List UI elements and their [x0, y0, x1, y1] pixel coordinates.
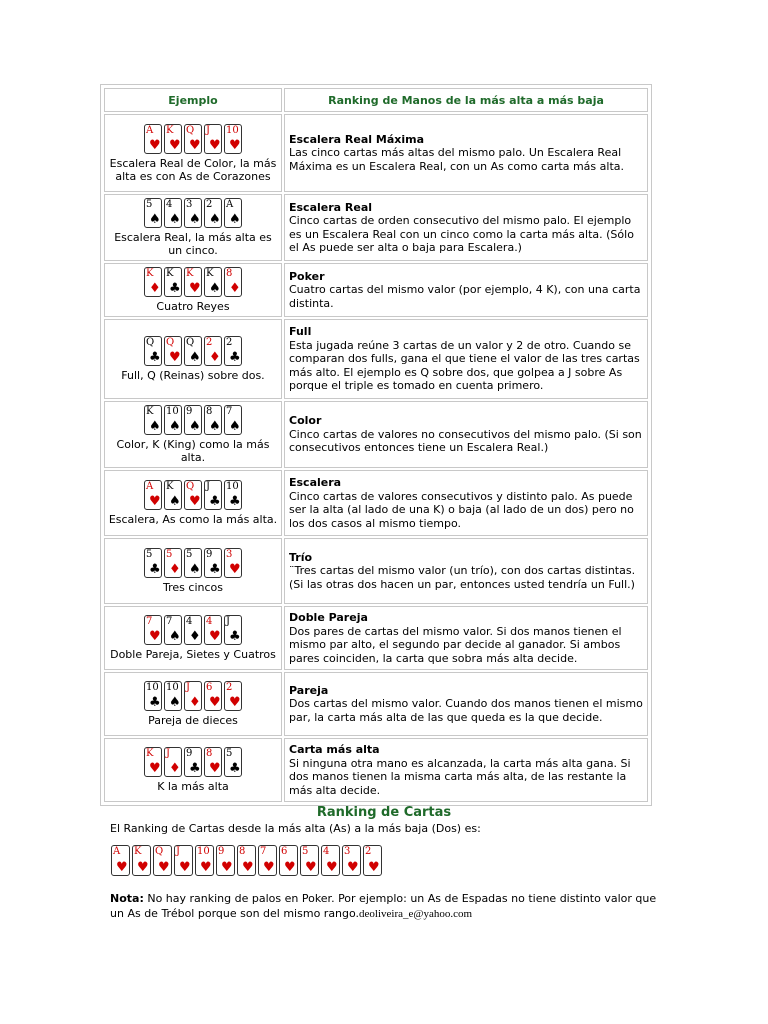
- suit-icon: ♥: [229, 137, 241, 153]
- card-rank: Q: [186, 481, 195, 492]
- card-group: [144, 405, 242, 435]
- playing-card: [144, 405, 162, 435]
- suit-icon: ♠: [169, 494, 181, 509]
- playing-card: [224, 548, 242, 578]
- suit-icon: ♠: [189, 212, 201, 227]
- example-cell: [104, 114, 282, 192]
- card-group: [144, 267, 242, 297]
- suit-icon: ♠: [209, 281, 221, 296]
- suit-icon: ♠: [189, 562, 201, 577]
- playing-card: [184, 681, 202, 711]
- card-rank: 2: [226, 682, 233, 693]
- playing-card: [144, 548, 162, 578]
- suit-icon: ♦: [189, 695, 201, 710]
- heart-icon: ♥: [200, 860, 212, 875]
- suit-icon: ♠: [169, 419, 181, 434]
- card-rank: 3: [226, 549, 233, 560]
- card-rank: 10: [166, 406, 179, 417]
- suit-icon: ♠: [209, 212, 221, 227]
- card-rank: 8: [226, 268, 233, 279]
- card-rank: J: [186, 682, 191, 693]
- suit-icon: ♥: [189, 281, 201, 296]
- table-row: [104, 114, 648, 192]
- suit-icon: ♦: [169, 761, 181, 776]
- description-cell: [284, 114, 648, 192]
- card-rank: 10: [226, 481, 239, 492]
- playing-card: [204, 336, 222, 366]
- suit-icon: ♦: [169, 562, 181, 577]
- suit-icon: ♠: [169, 695, 181, 710]
- note-label: Nota:: [110, 892, 144, 905]
- playing-card: [216, 845, 235, 876]
- example-caption: Tres cincos: [163, 581, 223, 594]
- playing-card: [144, 124, 162, 154]
- suit-icon: ♣: [149, 350, 161, 365]
- hand-title: Escalera: [289, 476, 342, 489]
- suit-icon: ♠: [149, 212, 161, 227]
- hand-description: ¨Tres cartas del mismo valor (un trío), con dos cartas distintas. (Si las otras dos hacen un par, entonces usted tendría un Full.): [289, 564, 636, 591]
- card-rank: 5: [166, 549, 173, 560]
- playing-card: [237, 845, 256, 876]
- suit-icon: ♠: [189, 419, 201, 434]
- card-rank: K: [146, 406, 154, 417]
- playing-card: [164, 405, 182, 435]
- card-rank: 5: [302, 846, 309, 857]
- hand-description: Cinco cartas de valores no consecutivos del mismo palo. (Si son consecutivos entonces tiene un Escalera Real.): [289, 427, 642, 455]
- description-cell: [284, 606, 648, 670]
- suit-icon: ♠: [149, 419, 161, 434]
- example-caption: Escalera, As como la más alta.: [108, 513, 278, 526]
- example-cell: [104, 538, 282, 604]
- playing-card: [164, 198, 182, 228]
- suit-icon: ♥: [169, 137, 181, 153]
- playing-card: [204, 267, 222, 297]
- header-ranking: Ranking de Manos de la más alta a más baja: [284, 88, 648, 112]
- card-rank: A: [146, 481, 154, 492]
- card-rank: 9: [206, 549, 213, 560]
- suit-icon: ♣: [209, 562, 221, 577]
- table-row: [104, 319, 648, 399]
- hand-description: Dos pares de cartas del mismo valor. Si dos manos tienen el mismo par alto, el segundo par decide al ganador. Si ambos pares coinciden, la carta que sobra más alta decide.: [289, 624, 622, 665]
- suit-icon: ♣: [229, 350, 241, 365]
- card-rank: 4: [206, 616, 213, 627]
- playing-card: [164, 615, 182, 645]
- suit-icon: ♥: [209, 695, 221, 710]
- heart-icon: ♥: [326, 860, 338, 875]
- playing-card: [184, 480, 202, 510]
- card-rank: K: [166, 268, 174, 279]
- example-caption: Escalera Real de Color, la más alta es con As de Corazones: [109, 156, 277, 183]
- playing-card: [204, 480, 222, 510]
- card-rank: A: [226, 199, 234, 210]
- heart-icon: ♥: [242, 860, 254, 875]
- heart-icon: ♥: [263, 860, 275, 875]
- hand-description: Cuatro cartas del mismo valor (por ejemplo, 4 K), con una carta distinta.: [289, 283, 641, 310]
- card-rank: A: [113, 846, 121, 857]
- hand-title: Trío: [289, 550, 313, 564]
- card-rank: 7: [166, 616, 173, 627]
- card-group: [144, 747, 242, 777]
- suit-icon: ♥: [229, 695, 241, 710]
- playing-card: [279, 845, 298, 876]
- heart-icon: ♥: [179, 860, 191, 875]
- card-rank: 5: [186, 549, 193, 560]
- card-group: [144, 681, 242, 711]
- card-group: [144, 480, 242, 510]
- example-caption: Doble Pareja, Sietes y Cuatros: [110, 648, 276, 661]
- playing-card: [132, 845, 151, 876]
- card-rank: J: [166, 748, 171, 759]
- heart-icon: ♥: [221, 860, 233, 875]
- card-rank: J: [176, 846, 181, 857]
- playing-card: [184, 336, 202, 366]
- playing-card: [184, 615, 202, 645]
- description-cell: [284, 738, 648, 802]
- suit-icon: ♣: [229, 629, 241, 644]
- playing-card: [224, 405, 242, 435]
- playing-card: [111, 845, 130, 876]
- hand-title: Full: [289, 325, 312, 339]
- playing-card: [204, 405, 222, 435]
- description-cell: [284, 263, 648, 317]
- note: [110, 891, 670, 922]
- example-cell: [104, 470, 282, 536]
- hand-description: Las cinco cartas más altas del mismo palo. Un Escalera Real Máxima es un Escalera Real, con un As como carta más alta.: [289, 146, 624, 173]
- playing-card: [144, 681, 162, 711]
- hand-description: Si ninguna otra mano es alcanzada, la carta más alta gana. Si dos manos tienen la misma carta más alta, de las restante la más alta decide.: [289, 756, 631, 797]
- card-rank: 9: [186, 406, 193, 417]
- table-row: [104, 538, 648, 604]
- suit-icon: ♥: [209, 761, 221, 776]
- card-rank: 8: [206, 406, 213, 417]
- example-caption: Color, K (King) como la más alta.: [116, 438, 270, 464]
- heart-icon: ♥: [137, 860, 149, 875]
- note-text: No hay ranking de palos en Poker. Por ejemplo: un As de Espadas no tiene distinto valor que un As de Trébol porque son del mismo rango.: [110, 892, 657, 920]
- hand-description: Esta jugada reúne 3 cartas de un valor y 2 de otro. Cuando se comparan dos fulls, gana el que tiene el valor de las tres cartas más alto. El ejemplo es Q sobre dos, que golpea a J sobre As porque el triple es tomado en cuenta primero.: [289, 338, 640, 393]
- playing-card: [144, 198, 162, 228]
- suit-icon: ♠: [229, 212, 241, 227]
- table-row: [104, 672, 648, 736]
- card-rank: Q: [155, 846, 164, 857]
- playing-card: [153, 845, 172, 876]
- suit-icon: ♣: [189, 761, 201, 776]
- card-rank: Q: [166, 337, 175, 348]
- playing-card: [224, 747, 242, 777]
- playing-card: [184, 405, 202, 435]
- card-rank: 7: [226, 406, 233, 417]
- card-rank: 6: [281, 846, 288, 857]
- playing-card: [144, 480, 162, 510]
- playing-card: [258, 845, 277, 876]
- suit-icon: ♣: [209, 494, 221, 509]
- suit-icon: ♥: [209, 629, 221, 644]
- playing-card: [224, 336, 242, 366]
- description-cell: [284, 401, 648, 468]
- heart-icon: ♥: [158, 860, 170, 875]
- example-cell: [104, 319, 282, 399]
- example-caption: Cuatro Reyes: [156, 300, 230, 313]
- card-rank: 10: [226, 124, 239, 136]
- playing-card: [204, 548, 222, 578]
- card-rank: K: [166, 481, 174, 492]
- card-rank: 7: [146, 616, 153, 627]
- playing-card: [164, 747, 182, 777]
- suit-icon: ♦: [209, 350, 221, 365]
- card-group: [144, 124, 242, 154]
- hand-ranking-table: [100, 84, 652, 806]
- playing-card: [164, 336, 182, 366]
- section-title: Ranking de Cartas: [316, 805, 452, 820]
- suit-icon: ♥: [149, 137, 161, 153]
- table-row: [104, 606, 648, 670]
- card-rank: K: [166, 124, 174, 136]
- example-caption: Pareja de dieces: [148, 714, 238, 727]
- playing-card: [184, 747, 202, 777]
- playing-card: [164, 548, 182, 578]
- card-rank: K: [146, 268, 154, 279]
- hand-description: Cinco cartas de valores consecutivos y distinto palo. As puede ser la alta (al lado de una K) o baja (al lado de un dos) pero no los dos casos al mismo tiempo.: [289, 489, 634, 530]
- hand-title: Poker: [289, 269, 325, 283]
- suit-icon: ♦: [229, 281, 241, 296]
- playing-card: [204, 198, 222, 228]
- card-rank: 3: [186, 199, 193, 210]
- suit-icon: ♠: [229, 419, 241, 434]
- suit-icon: ♥: [149, 629, 161, 644]
- playing-card: [363, 845, 382, 876]
- description-cell: [284, 672, 648, 736]
- playing-card: [164, 681, 182, 711]
- suit-icon: ♥: [229, 562, 241, 577]
- playing-card: [164, 267, 182, 297]
- example-caption: Full, Q (Reinas) sobre dos.: [121, 369, 265, 382]
- playing-card: [164, 480, 182, 510]
- playing-card: [204, 124, 222, 154]
- suit-icon: ♣: [229, 761, 241, 776]
- playing-card: [184, 198, 202, 228]
- example-cell: [104, 672, 282, 736]
- playing-card: [204, 681, 222, 711]
- card-group: [144, 615, 242, 645]
- card-rank: 10: [166, 682, 179, 693]
- playing-card: [224, 267, 242, 297]
- heart-icon: ♥: [284, 860, 296, 875]
- table-row: [104, 738, 648, 802]
- description-cell: [284, 319, 648, 399]
- heart-icon: ♥: [116, 860, 128, 875]
- card-rank: Q: [186, 124, 195, 136]
- heart-icon: ♥: [305, 860, 317, 875]
- suit-icon: ♥: [189, 494, 201, 509]
- suit-icon: ♠: [209, 419, 221, 434]
- card-group: [144, 336, 242, 366]
- description-cell: [284, 470, 648, 536]
- hand-title: Carta más alta: [289, 743, 380, 756]
- card-rank: 7: [260, 846, 267, 857]
- playing-card: [184, 267, 202, 297]
- example-caption: Escalera Real, la más alta es un cinco.: [114, 231, 272, 257]
- hand-title: Escalera Real: [289, 200, 373, 214]
- playing-card: [184, 124, 202, 154]
- suit-icon: ♦: [149, 281, 161, 296]
- suit-icon: ♥: [169, 350, 181, 365]
- card-rank: J: [206, 481, 211, 492]
- hand-description: Cinco cartas de orden consecutivo del mismo palo. El ejemplo es un Escalera Real con un cinco como la carta más alta. (Sólo el As puede ser alta o baja para Escalera.): [289, 214, 634, 254]
- card-rank: 2: [365, 846, 372, 857]
- suit-icon: ♥: [149, 494, 161, 509]
- card-rank: K: [146, 748, 154, 759]
- card-rank: 4: [166, 199, 173, 210]
- example-cell: [104, 263, 282, 317]
- suit-icon: ♥: [189, 137, 201, 153]
- table-row: [104, 194, 648, 261]
- card-rank: 9: [186, 748, 193, 759]
- card-rank: 8: [206, 748, 213, 759]
- example-cell: [104, 606, 282, 670]
- suit-icon: ♥: [209, 137, 221, 153]
- section-subtitle: El Ranking de Cartas desde la más alta (As) a la más baja (Dos) es:: [110, 822, 481, 835]
- hand-title: Pareja: [289, 683, 329, 697]
- suit-icon: ♣: [229, 494, 241, 509]
- card-rank: J: [206, 124, 211, 136]
- table-row: [104, 263, 648, 317]
- example-cell: [104, 194, 282, 261]
- card-rank: 3: [344, 846, 351, 857]
- suit-icon: ♥: [149, 761, 161, 776]
- playing-card: [321, 845, 340, 876]
- example-cell: [104, 401, 282, 468]
- card-rank: 9: [218, 846, 225, 857]
- suit-icon: ♦: [189, 629, 201, 644]
- playing-card: [144, 336, 162, 366]
- hand-title: Doble Pareja: [289, 611, 368, 624]
- card-rank: Q: [146, 337, 155, 348]
- card-ranking-row: [111, 845, 382, 876]
- card-rank: 2: [206, 199, 213, 210]
- hand-title: Color: [289, 414, 322, 428]
- header-example: Ejemplo: [104, 88, 282, 112]
- card-rank: A: [146, 124, 154, 136]
- playing-card: [204, 747, 222, 777]
- card-rank: 2: [226, 337, 233, 348]
- card-rank: K: [134, 846, 142, 857]
- playing-card: [224, 124, 242, 154]
- card-rank: 10: [197, 846, 210, 857]
- author-email: deoliveira_e@yahoo.com: [359, 908, 473, 920]
- playing-card: [144, 267, 162, 297]
- card-rank: 8: [239, 846, 246, 857]
- card-rank: 2: [206, 337, 213, 348]
- suit-icon: ♠: [169, 629, 181, 644]
- playing-card: [342, 845, 361, 876]
- playing-card: [195, 845, 214, 876]
- playing-card: [184, 548, 202, 578]
- playing-card: [300, 845, 319, 876]
- hand-description: Dos cartas del mismo valor. Cuando dos manos tienen el mismo par, la carta más alta de las que queda es la que decide.: [289, 697, 643, 724]
- playing-card: [224, 681, 242, 711]
- hand-title: Escalera Real Máxima: [289, 132, 424, 146]
- card-group: [144, 198, 242, 228]
- heart-icon: ♥: [347, 860, 359, 875]
- table-row: [104, 470, 648, 536]
- suit-icon: ♣: [149, 562, 161, 577]
- playing-card: [224, 198, 242, 228]
- heart-icon: ♥: [368, 860, 380, 875]
- card-rank: 4: [323, 846, 330, 857]
- card-rank: 5: [146, 549, 153, 560]
- card-rank: Q: [186, 337, 195, 348]
- card-rank: 5: [146, 199, 153, 210]
- playing-card: [144, 747, 162, 777]
- suit-icon: ♣: [149, 695, 161, 710]
- card-rank: 4: [186, 616, 193, 627]
- description-cell: [284, 194, 648, 261]
- suit-icon: ♠: [189, 350, 201, 365]
- description-cell: [284, 538, 648, 604]
- suit-icon: ♠: [169, 212, 181, 227]
- card-rank: 10: [146, 682, 159, 693]
- playing-card: [224, 615, 242, 645]
- playing-card: [164, 124, 182, 154]
- card-rank: 6: [206, 682, 213, 693]
- playing-card: [224, 480, 242, 510]
- card-group: [144, 548, 242, 578]
- card-rank: 5: [226, 748, 233, 759]
- playing-card: [144, 615, 162, 645]
- playing-card: [204, 615, 222, 645]
- example-cell: [104, 738, 282, 802]
- suit-icon: ♣: [169, 281, 181, 296]
- card-rank: K: [206, 268, 214, 279]
- card-rank: K: [186, 268, 194, 279]
- playing-card: [174, 845, 193, 876]
- table-row: [104, 401, 648, 468]
- card-rank: J: [226, 616, 231, 627]
- example-caption: K la más alta: [157, 780, 229, 793]
